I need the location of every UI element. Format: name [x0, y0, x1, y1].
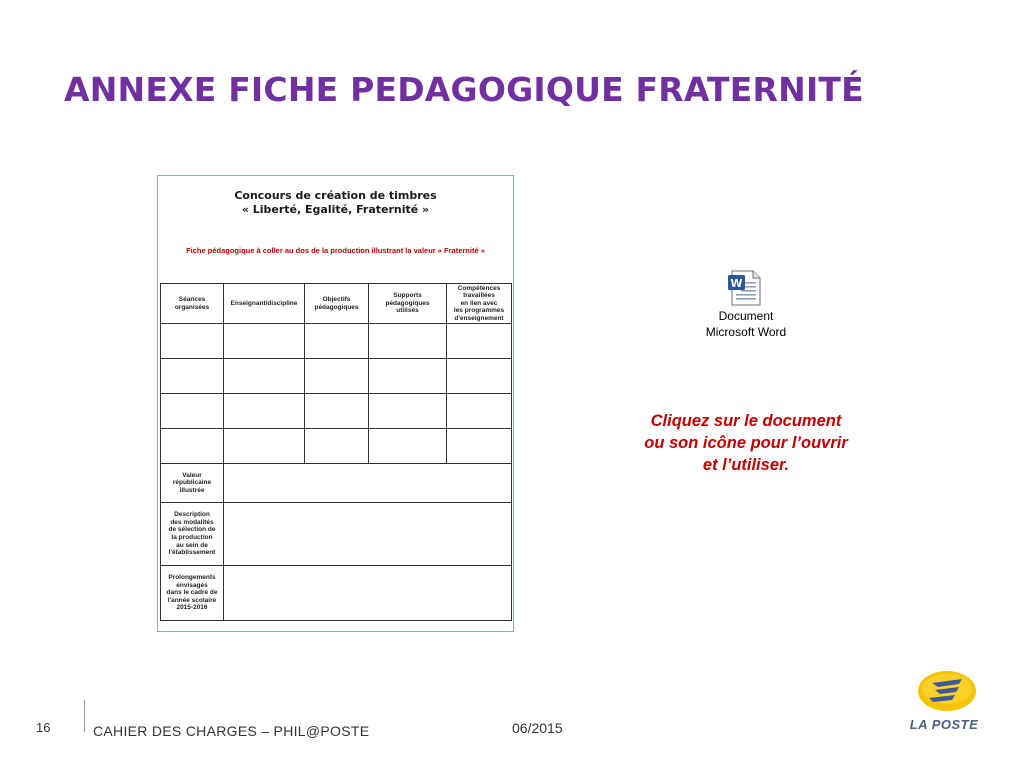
document-heading-line2: « Liberté, Egalité, Fraternité » [241, 203, 430, 216]
table-cell [224, 464, 512, 503]
pedagogical-sheet-table [160, 283, 512, 621]
table-row-prolongements [161, 566, 512, 621]
table-cell [305, 359, 369, 394]
slide-title: ANNEXE FICHE PEDAGOGIQUE FRATERNITÉ [64, 70, 864, 109]
table-row [161, 429, 512, 464]
footer-date: 06/2015 [512, 720, 563, 736]
table-header-row [161, 284, 512, 324]
table-cell [161, 324, 224, 359]
table-cell [224, 503, 512, 566]
table-row-description [161, 503, 512, 566]
table-cell [305, 429, 369, 464]
page-number: 16 [36, 720, 51, 735]
document-heading [158, 189, 513, 217]
table-cell [305, 394, 369, 429]
table-row-valeur [161, 464, 512, 503]
header-objectifs: Objectifs pédagogiques [305, 284, 369, 324]
footer-divider [84, 700, 85, 732]
table-cell [161, 394, 224, 429]
table-cell [161, 359, 224, 394]
table-cell [369, 429, 447, 464]
document-subtitle: Fiche pédagogique à coller au dos de la production illustrant la valeur « Fraternité » [186, 246, 485, 255]
svg-text:W: W [730, 277, 743, 290]
row-label-valeur: Valeur républicaine illustrée [161, 464, 224, 503]
document-heading-line1: Concours de création de timbres [234, 189, 437, 202]
la-poste-logo-icon [916, 668, 978, 712]
header-competences: Compétences travaillées en lien avec les programmes d'enseignement [447, 284, 512, 324]
document-preview[interactable] [157, 175, 514, 632]
row-label-prolongements: Prolongements envisagés dans le cadre de l'année scolaire 2015-2016 [161, 566, 224, 621]
table-cell [447, 429, 512, 464]
la-poste-logo-text: LA POSTE [909, 717, 979, 732]
table-cell [447, 394, 512, 429]
table-cell [224, 394, 305, 429]
table-cell [369, 394, 447, 429]
header-supports: Supports pédagogiques utilisés [369, 284, 447, 324]
table-cell [224, 359, 305, 394]
table-cell [447, 324, 512, 359]
footer-caption: CAHIER DES CHARGES – PHIL@POSTE [93, 723, 370, 739]
table-row [161, 324, 512, 359]
table-cell [369, 359, 447, 394]
table-cell [224, 429, 305, 464]
table-row [161, 359, 512, 394]
row-label-description: Description des modalités de sélection de la production au sein de l'établissement [161, 503, 224, 566]
header-seances: Séances organisées [161, 284, 224, 324]
table-row [161, 394, 512, 429]
table-cell [224, 324, 305, 359]
microsoft-word-document-icon[interactable] [727, 270, 763, 306]
table-cell [447, 359, 512, 394]
table-cell [369, 324, 447, 359]
table-cell [305, 324, 369, 359]
table-cell [224, 566, 512, 621]
word-icon-label[interactable]: Document Microsoft Word [705, 309, 787, 339]
table-cell [161, 429, 224, 464]
instruction-text: Cliquez sur le document ou son icône pour l’ouvrir et l’utiliser. [644, 412, 848, 474]
header-enseignant: Enseignant/discipline [224, 284, 305, 324]
